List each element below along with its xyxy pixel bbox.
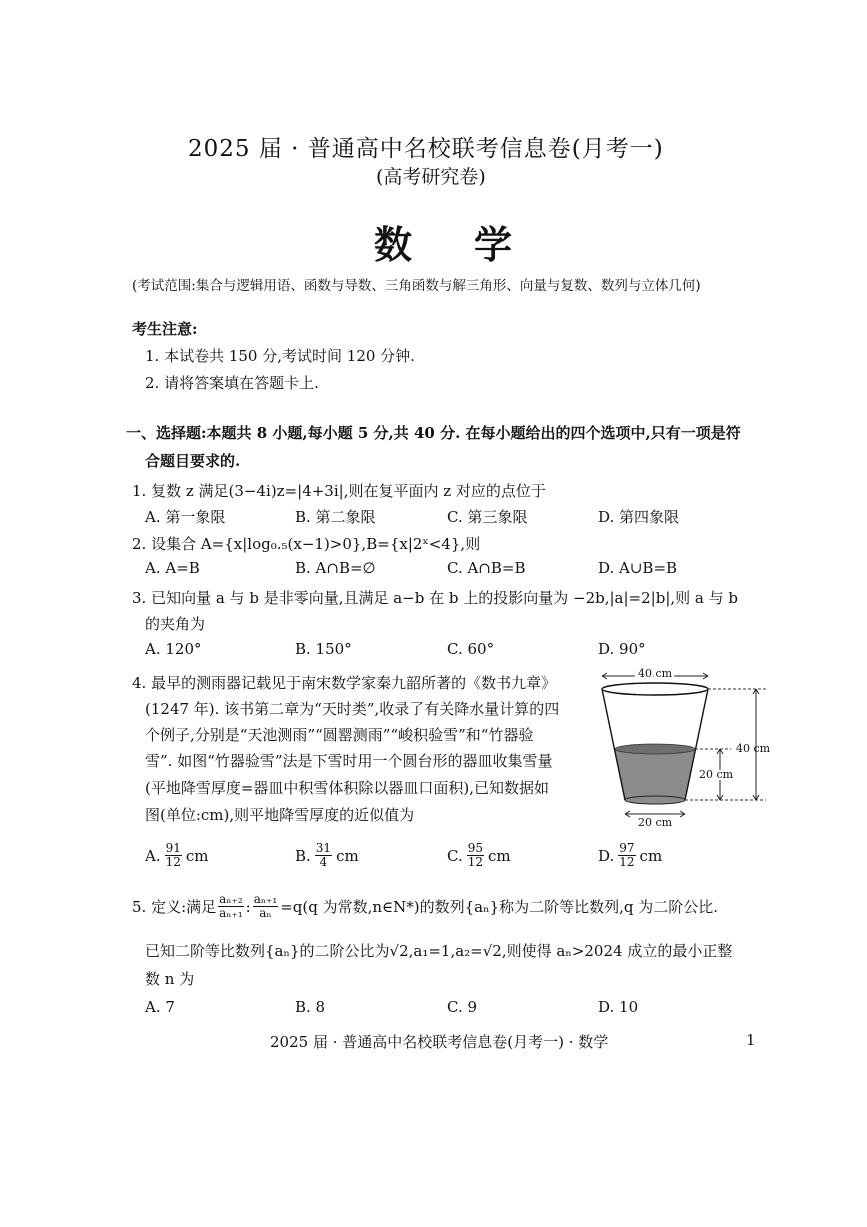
page-number: 1: [746, 1031, 756, 1049]
question-4-line-1: 4. 最早的测雨器记载见于南宋数学家秦九韶所著的《数书九章》: [132, 674, 557, 692]
q4-option-b-unit: cm: [336, 846, 359, 865]
top-width-label: 40 cm: [637, 667, 673, 680]
question-4-line-4: 雪”. 如图“竹器验雪”法是下雪时用一个圆台形的器皿收集雪量: [145, 752, 553, 770]
q4-option-a-fraction: [165, 842, 182, 869]
q4-option-c-label: C.: [447, 846, 463, 865]
q5-fraction-2: [253, 893, 279, 920]
frustum-container-figure: [596, 664, 776, 834]
container-left-wall: [602, 689, 625, 800]
q5-fraction-1-numerator: aₙ₊₂: [219, 892, 243, 906]
q5-colon: :: [245, 897, 251, 916]
bottom-width-label: 20 cm: [637, 816, 673, 829]
q4-option-c-unit: cm: [488, 846, 511, 865]
q4-option-a: [145, 842, 209, 869]
q4-option-d-label: D.: [598, 846, 615, 865]
question-5-line-3: 数 n 为: [145, 970, 195, 988]
q5-option-b: B. 8: [295, 998, 326, 1016]
q4-option-b-fraction: [315, 842, 332, 869]
q1-option-b: B. 第二象限: [295, 508, 376, 526]
question-5-line-2: 已知二阶等比数列{aₙ}的二阶公比为√2,a₁=1,a₂=√2,则使得 aₙ>2024 成立的最小正整: [145, 942, 733, 960]
q4-option-b: [295, 842, 359, 869]
page-footer: 2025 届 · 普通高中名校联考信息卷(月考一) · 数学: [270, 1033, 609, 1051]
q4-option-d-numerator: 97: [619, 841, 635, 855]
q4-option-a-unit: cm: [185, 846, 209, 865]
question-1-stem: 1. 复数 z 满足(3−4i)z=|4+3i|,则在复平面内 z 对应的点位于: [132, 482, 546, 500]
q3-option-a: A. 120°: [145, 640, 202, 658]
q4-option-c-fraction: [467, 842, 484, 869]
question-4-line-6: 图(单位:cm),则平地降雪厚度的近似值为: [145, 806, 415, 824]
q4-option-b-numerator: 31: [315, 841, 332, 855]
q2-option-d: D. A∪B=B: [598, 559, 678, 577]
subject-title: 数学: [374, 222, 575, 267]
q4-option-a-denominator: 12: [165, 855, 181, 869]
question-3-stem: 3. 已知向量 a 与 b 是非零向量,且满足 a−b 在 b 上的投影向量为 −2b,|a|=2|b|,则 a 与 b: [132, 589, 738, 607]
q3-option-c: C. 60°: [447, 640, 495, 658]
snow-fill: [615, 749, 695, 800]
q4-option-b-label: B.: [295, 846, 311, 865]
q5-fraction-1-denominator: aₙ₊₁: [219, 906, 243, 920]
q5-fraction-2-denominator: aₙ: [259, 906, 272, 920]
question-2-stem: 2. 设集合 A={x|log₀.₅(x−1)>0},B={x|2ˣ<4},则: [132, 535, 481, 553]
exam-subtitle: (高考研究卷): [376, 166, 486, 188]
q5-fraction-2-numerator: aₙ₊₁: [253, 892, 278, 906]
q5-intro: 5. 定义:满足: [132, 898, 217, 916]
question-4-line-3: 个例子,分别是“天池测雨”“圆罂测雨”“峻积验雪”和“竹器验: [145, 726, 534, 744]
q4-option-d-unit: cm: [639, 846, 663, 865]
q5-option-c: C. 9: [447, 998, 478, 1016]
q4-option-d-denominator: 12: [619, 855, 635, 869]
q3-option-d: D. 90°: [598, 640, 646, 658]
q4-option-c-denominator: 12: [467, 855, 483, 869]
notice-heading: 考生注意:: [132, 320, 198, 338]
q3-option-b: B. 150°: [295, 640, 352, 658]
section-heading-cont: 合题目要求的.: [145, 452, 241, 470]
notice-item-1: 1. 本试卷共 150 分,考试时间 120 分钟.: [145, 347, 415, 365]
snow-surface: [615, 744, 695, 754]
question-4-line-5: (平地降雪厚度=器皿中积雪体积除以器皿口面积),已知数据如: [145, 779, 550, 797]
q1-option-a: A. 第一象限: [145, 508, 226, 526]
q2-option-a: A. A=B: [145, 559, 200, 577]
question-4-line-2: (1247 年). 该书第二章为“天时类”,收录了有关降水量计算的四: [145, 700, 560, 718]
container-bottom: [625, 796, 685, 804]
q4-option-c-numerator: 95: [467, 841, 483, 855]
container-right-wall: [685, 689, 708, 800]
question-5-stem: [132, 893, 718, 920]
q1-option-c: C. 第三象限: [447, 508, 528, 526]
q5-option-d: D. 10: [598, 998, 639, 1016]
q4-option-d: [598, 842, 662, 869]
q4-option-d-fraction: [618, 842, 635, 869]
q5-option-a: A. 7: [145, 998, 175, 1016]
q5-definition: =q(q 为常数,n∈N*)的数列{aₙ}称为二阶等比数列,q 为二阶公比.: [280, 898, 719, 916]
section-heading: 一、选择题:本题共 8 小题,每小题 5 分,共 40 分. 在每小题给出的四个选项中,只有一项是符: [126, 424, 741, 442]
q2-option-c: C. A∩B=B: [447, 559, 526, 577]
q4-option-c: [447, 842, 511, 869]
exam-title: 2025 届 · 普通高中名校联考信息卷(月考一): [188, 136, 664, 162]
q4-option-b-denominator: 4: [319, 855, 328, 869]
height-label: 40 cm: [736, 742, 771, 755]
notice-item-2: 2. 请将答案填在答题卡上.: [145, 374, 319, 392]
snow-depth-label: 20 cm: [699, 768, 734, 781]
q5-fraction-1: [218, 893, 244, 920]
q4-option-a-label: A.: [145, 846, 161, 865]
question-3-stem-cont: 的夹角为: [145, 615, 206, 633]
q1-option-d: D. 第四象限: [598, 508, 680, 526]
q4-option-a-numerator: 91: [165, 841, 181, 855]
exam-scope: (考试范围:集合与逻辑用语、函数与导数、三角函数与解三角形、向量与复数、数列与立体几何): [132, 278, 701, 294]
q2-option-b: B. A∩B=∅: [295, 559, 376, 577]
container-rim: [602, 683, 708, 695]
